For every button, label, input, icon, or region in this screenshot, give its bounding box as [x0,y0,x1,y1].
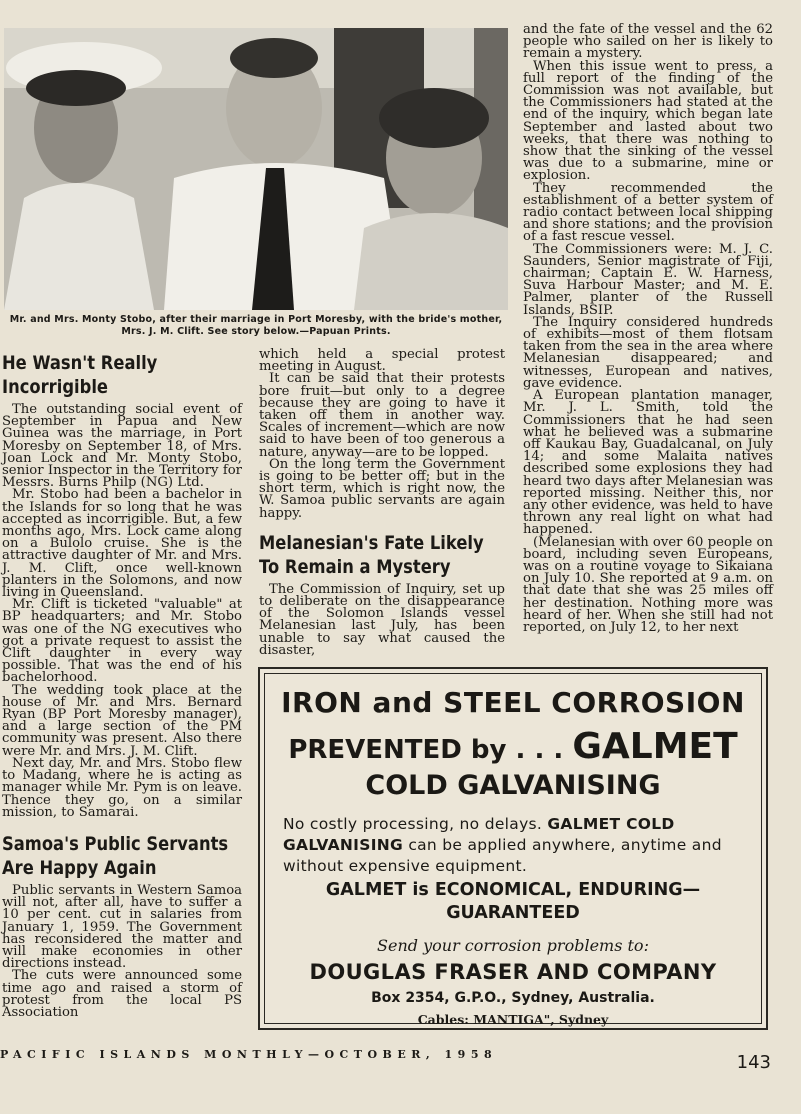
ad-address: Box 2354, G.P.O., Sydney, Australia. [371,990,655,1006]
galmet-advertisement [258,667,768,1030]
ad-company-name: DOUGLAS FRASER AND COMPANY [309,960,717,984]
column-left [2,352,242,1019]
ad-brand-galmet: GALMET [572,726,738,767]
paragraph: When this issue went to press, a full report of the finding of the Commission was not available, but the Commissioners had stated at the end of the inquiry, which began late September and lasted about two weeks, that there was nothing to show that the sinking of the vessel was due to a submarine, mine or explosion. [523,58,773,184]
paragraph: On the long term the Government is going to be better off; but in the short term, which is right now, the W. Samoa public servants are again happy. [259,456,505,521]
paragraph: and the fate of the vessel and the 62 people who sailed on her is likely to remain a mystery. [523,22,773,62]
ad-economical-line2: GUARANTEED [446,903,580,923]
ad-body-part1: No costly processing, no delays. [283,815,543,833]
photo-illustration [4,28,508,310]
paragraph: Mr. Clift is ticketed "valuable" at BP headquarters; and Mr. Stobo was one of the NG executives who got a private request to assist the Clift daughter in every way possible. That was the end of his bachelorhood. [2,597,242,686]
paragraph: A European plantation manager, Mr. J. L. Smith, told the Commissioners that he had seen what he believed was a submarine off Kaukau Bay, Guadalcanal, on July 14; and some Malaita natives described some explosions they had heard two days after Melanesian was reported missing. Neither this, nor any other evidence, was held to have thrown any real light on what had happened. [523,388,774,538]
paragraph: Public servants in Western Samoa will not, after all, have to suffer a 10 per cent. cut in salaries from January 1, 1959. The Government has reconsidered the matter and will make economies in other directions instead. [2,882,242,972]
photo-caption: Mr. and Mrs. Monty Stobo, after their marriage in Port Moresby, with the bride's mother, Mrs. J. M. Clift. See story below.—Papuan Prints. [9,314,503,337]
ad-border [264,673,762,1027]
ad-headline: IRON and STEEL CORROSION [281,686,745,719]
ad-body-brand: GALMET COLD GALVANISING [283,815,675,854]
paragraph: (Melanesian with over 60 people on board, including seven Europeans, was on a routine voyage to Sikaiana on July 10. She reported at 9 a.m. on that date that she was 25 miles off her destination. Nothing more was heard of her. When she still had not reported, on July 12, to her next [523,534,773,635]
page-number: 143 [736,1052,771,1073]
headline-samoa-1: Samoa's Public Servants [2,832,229,855]
headline-stobo-2: Incorrigible [2,376,109,398]
headline-melanesian-1: Melanesian's Fate Likely [259,531,484,554]
column-middle [259,349,505,657]
ad-body-part2: can be applied anywhere, anytime and without expensive equipment. [283,836,722,875]
ad-economical-line1: GALMET is ECONOMICAL, ENDURING— [325,880,701,900]
paragraph: Next day, Mr. and Mrs. Stobo flew to Madang, where he is acting as manager while Mr. Pym is on leave. Thence they go, on a similar mission, to Samarai. [2,755,242,820]
paragraph: The Commission of Inquiry, set up to deliberate on the disappearance of the Solomon Islands vessel Melanesian last July, has been unable to say what caused the disaster, [259,581,505,658]
paragraph: It can be said that their protests bore fruit—but only to a degree because they are going to have it taken off them in another way. Scales of increment—which are now said to have been of too generous a nature, anyway—are to be lopped. [259,371,505,460]
ad-subheadline [265,726,761,767]
ad-cables: Cables: MANTIGA", Sydney [417,1012,609,1027]
ad-send-problems: Send your corrosion problems to: [377,936,649,955]
page-footer: PACIFIC ISLANDS MONTHLY—OCTOBER, 1958 [0,1048,498,1061]
ad-cold-galvanising: COLD GALVANISING [365,770,661,801]
column-right [523,24,773,634]
paragraph: The Commissioners were: M. J. C. Saunders, Senior magistrate of Fiji, chairman; Captain E. W. Harness, Suva Harbour Master; and M. E. Palmer, planter of the Russell Islands, BSIP. [523,241,773,318]
headline-stobo-1: He Wasn't Really [2,352,158,374]
headline-samoa-2: Are Happy Again [2,856,157,879]
paragraph: The outstanding social event of September in Papua and New Guinea was the marriage, in Port Moresby on September 18, of Mrs. Joan Lock and Mr. Monty Stobo, senior Inspector in the Territory for Messrs. Burns Philp (NG) Ltd. [2,402,242,491]
paragraph: which held a special protest meeting in August. [259,347,505,375]
headline-melanesian-2: To Remain a Mystery [259,555,451,578]
ad-economical [265,879,761,925]
paragraph: The cuts were announced some time ago and raised a storm of protest from the local PS Association [2,968,242,1020]
paragraph: Mr. Stobo had been a bachelor in the Islands for so long that he was accepted as incorrigible. But, a few months ago, Mrs. Lock came along on a Bulolo cruise. She is the attractive daughter of Mr. and Mrs. J. M. Clift, once well-known planters in the Solomons, and now living in Queensland. [2,487,242,601]
ad-body-text [283,814,749,877]
paragraph: The wedding took place at the house of Mr. and Mrs. Bernard Ryan (BP Port Moresby manager), and a large section of the PM community was present. Also there were Mr. and Mrs. J. M. Clift. [2,682,242,759]
wedding-photo [4,28,508,310]
paragraph: The Inquiry considered hundreds of exhibits—most of them flotsam taken from the sea in the area where Melanesian disappeared; and witnesses, European and natives, gave evidence. [523,314,773,391]
ad-prevented-text: PREVENTED by . . . [288,735,564,765]
paragraph: They recommended the establishment of a better system of radio contact between local shipping and shore stations; and the provision of a fast rescue vessel. [523,180,773,245]
